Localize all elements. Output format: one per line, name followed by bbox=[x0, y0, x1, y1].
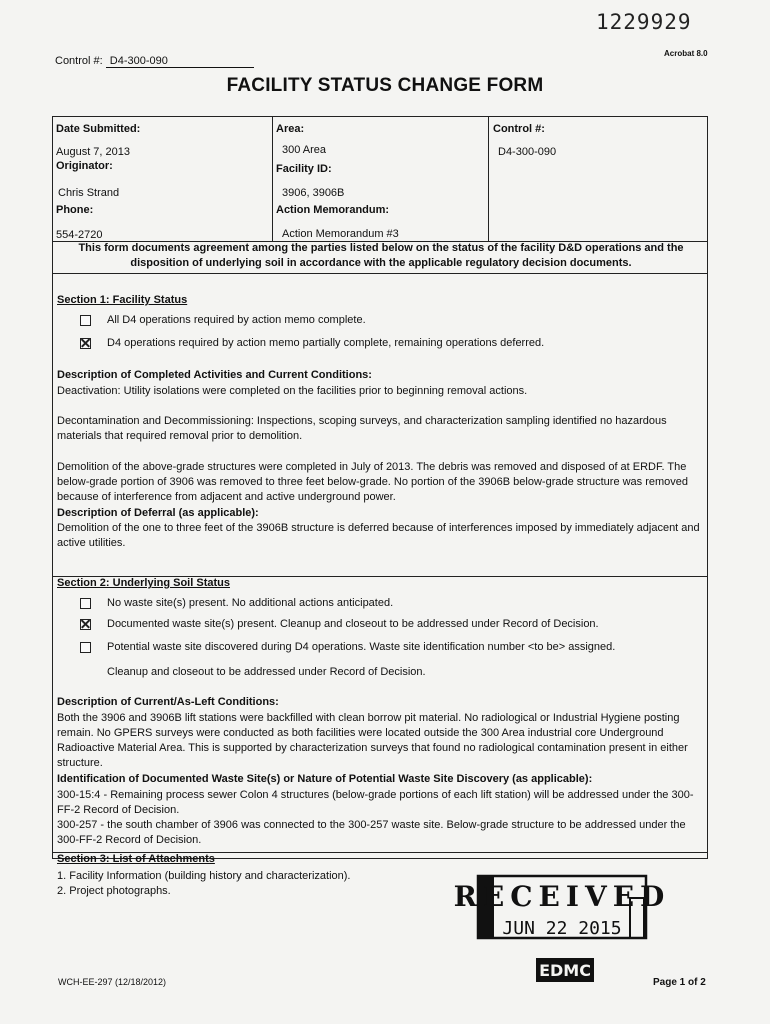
statement-bottom-rule bbox=[53, 273, 707, 274]
header-divider-1 bbox=[272, 117, 273, 241]
deferral-text: Demolition of the one to three feet of the 3906B structure is deferred because of interferences imposed by immediately adjacent and active utilities. bbox=[57, 522, 700, 549]
section1-heading: Section 1: Facility Status bbox=[57, 294, 188, 306]
section2-heading: Section 2: Underlying Soil Status bbox=[57, 577, 230, 589]
facility-id-label: Facility ID: bbox=[276, 163, 332, 175]
section2-option3-label: Potential waste site discovered during D4 operations. Waste site identification number <to be> assigned. bbox=[107, 641, 616, 653]
identification-item-1: 300-15:4 - Remaining process sewer Colon 4 structures (below-grade portions of each lift station) will be addressed under the 300-FF-2 Record of Decision. bbox=[57, 789, 694, 816]
section2-option2-checkbox[interactable] bbox=[80, 619, 91, 630]
document-number: 1229929 bbox=[596, 10, 692, 34]
demolition-text: Demolition of the above-grade structures were completed in July of 2013. The debris was removed and disposed of at ERDF. The below-grade portion of 3906 was removed to three feet below-grade. No portion of the 3906B below-grade structure was removed because of interference from adjacent and active underground power. bbox=[57, 461, 689, 503]
phone-label: Phone: bbox=[56, 204, 94, 216]
conditions-heading: Description of Current/As-Left Conditions: bbox=[57, 696, 279, 708]
header-divider-2 bbox=[488, 117, 489, 241]
control-value-cell: D4-300-090 bbox=[498, 146, 557, 158]
attachment-item-1: 1. Facility Information (building history and characterization). bbox=[57, 870, 351, 882]
section1-option1-label: All D4 operations required by action memo complete. bbox=[107, 314, 366, 326]
received-stamp bbox=[453, 870, 671, 985]
action-memo-label: Action Memorandum: bbox=[276, 204, 390, 216]
originator-value: Chris Strand bbox=[58, 187, 120, 199]
date-submitted-value: August 7, 2013 bbox=[56, 146, 131, 158]
page-number: Page 1 of 2 bbox=[653, 977, 706, 988]
control-label-cell: Control #: bbox=[493, 123, 545, 135]
section1-option1-checkbox[interactable] bbox=[80, 315, 91, 326]
section1-desc-heading: Description of Completed Activities and Current Conditions: bbox=[57, 369, 372, 381]
decon-text: Decontamination and Decommissioning: Inspections, scoping surveys, and characterization sampling identified no hazardous materials that required removal prior to demolition. bbox=[57, 415, 667, 442]
originator-label: Originator: bbox=[56, 160, 113, 172]
date-submitted-label: Date Submitted: bbox=[56, 123, 141, 135]
section2-option2-label: Documented waste site(s) present. Cleanup and closeout to be addressed under Record of Decision. bbox=[107, 618, 599, 630]
area-value: 300 Area bbox=[282, 144, 327, 156]
section3-heading: Section 3: List of Attachments bbox=[57, 853, 215, 865]
control-value: D4-300-090 bbox=[106, 55, 254, 68]
section2-option3-continuation: Cleanup and closeout to be addressed under Record of Decision. bbox=[107, 666, 426, 678]
acrobat-version: Acrobat 8.0 bbox=[664, 49, 708, 58]
control-label: Control #: bbox=[55, 55, 103, 67]
control-number-top bbox=[55, 55, 254, 68]
stamp-received-word: RECEIVED bbox=[453, 880, 671, 913]
identification-heading: Identification of Documented Waste Site(s) or Nature of Potential Waste Site Discovery (as applicable): bbox=[57, 773, 593, 785]
area-label: Area: bbox=[276, 123, 305, 135]
section2-option3-checkbox[interactable] bbox=[80, 642, 91, 653]
identification-item-2: 300-257 - the south chamber of 3906 was connected to the 300-257 waste site. Below-grade structure to be addressed under the 300-FF-2 Record of Decision. bbox=[57, 819, 686, 846]
agreement-statement: This form documents agreement among the parties listed below on the status of the facility D&D operations and the disposition of underlying soil in accordance with the applicable regulatory decision documents. bbox=[78, 242, 684, 269]
facility-id-value: 3906, 3906B bbox=[282, 187, 345, 199]
deferral-heading: Description of Deferral (as applicable): bbox=[57, 507, 259, 519]
stamp-org: EDMC bbox=[539, 961, 591, 980]
phone-value: 554-2720 bbox=[56, 229, 103, 241]
stamp-date: JUN 22 2015 bbox=[502, 918, 622, 939]
section1-option2-label: D4 operations required by action memo partially complete, remaining operations deferred. bbox=[107, 337, 545, 349]
deactivation-text: Deactivation: Utility isolations were completed on the facilities prior to beginning removal actions. bbox=[57, 385, 528, 397]
section1-option2-checkbox[interactable] bbox=[80, 338, 91, 349]
conditions-text: Both the 3906 and 3906B lift stations were backfilled with clean borrow pit material. No radiological or Industrial Hygiene posting remain. No GPERS surveys were conducted as both facilities were located outside the 300 Area industrial core Underground Radioactive Material Area. This is supported by characterization surveys that found no radiological contamination present in either structure. bbox=[57, 712, 688, 769]
form-title: FACILITY STATUS CHANGE FORM bbox=[226, 75, 544, 96]
section2-option1-checkbox[interactable] bbox=[80, 598, 91, 609]
action-memo-value: Action Memorandum #3 bbox=[282, 228, 399, 240]
section2-option1-label: No waste site(s) present. No additional actions anticipated. bbox=[107, 597, 394, 609]
form-code: WCH-EE-297 (12/18/2012) bbox=[58, 977, 167, 987]
attachment-item-2: 2. Project photographs. bbox=[57, 885, 171, 897]
